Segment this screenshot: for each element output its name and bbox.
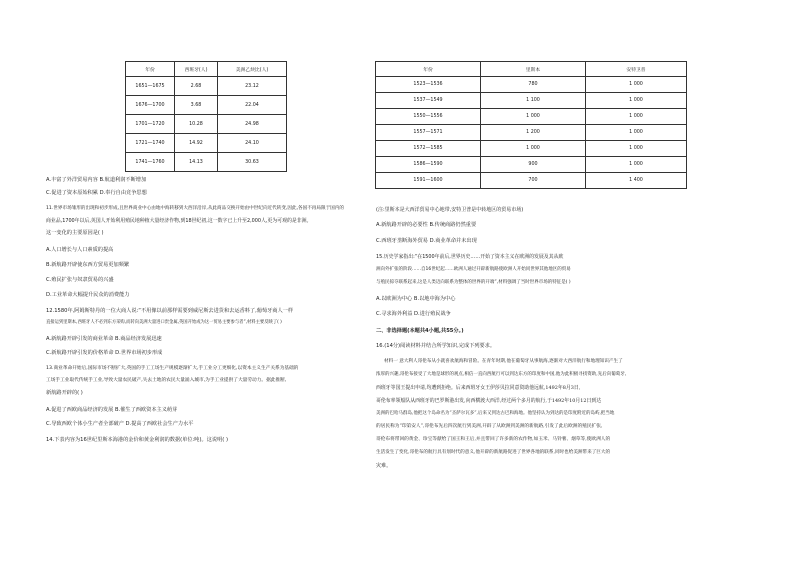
table-row <box>376 77 687 93</box>
header-cell: 西班牙(人) <box>175 62 218 77</box>
table-cell: 3.68 <box>175 96 218 115</box>
material-line: 浓厚的兴趣,哥伦布接受了大地是球形的观点,相信一直向西航行可以到达东方的印度和中国,他为此积极寻找资助,先后向葡萄牙、 <box>376 372 630 377</box>
material-line: 的居民称为“印第安人”,哥伦布先后四次航行到美洲,开辟了从欧洲到美洲的新航路,引发了此后欧洲的殖民扩张, <box>376 424 603 429</box>
table-cell: 1 400 <box>586 173 687 189</box>
header-cell: 年份 <box>376 62 481 77</box>
material-line: 美洲的巴哈马群岛,他把这个岛命名为“圣萨尔瓦多”,后来又到达古巴和海地。他坚持认为到达的是印度附近的岛屿,把当地 <box>376 411 615 416</box>
table-cell: 24.10 <box>218 134 287 153</box>
q15-line: 与殖民掠夺联系起来,这是人类迈向联系为整体的世界的开端”,材料强调了当时世界市场的特征是( ) <box>376 280 571 285</box>
q12-line: 直接运到里斯本,西班牙人不必到东方采购,而转向美洲大量进口贵金属,英国开始成为这一贸易主要参与者”,材料主要反映了( ) <box>46 320 282 325</box>
header-cell: 美洲乙炔比(人) <box>218 62 287 77</box>
table-cell: 1 200 <box>481 125 586 141</box>
q12-option: A.新航路开辟引发的商业革命 B.商品经济发展迅速 <box>46 336 162 342</box>
table-row <box>126 134 287 153</box>
q14-stem: 14.下表内容为16世纪里斯本海港的金价和黄金利润的数据(单位:吨)。这说明( ) <box>46 437 228 443</box>
table-row <box>376 109 687 125</box>
table-cell: 1557—1571 <box>376 125 481 141</box>
table-cell: 14.92 <box>175 134 218 153</box>
table-row <box>376 173 687 189</box>
table-row <box>376 93 687 109</box>
table-cell: 2.68 <box>175 77 218 96</box>
table-row <box>126 153 287 172</box>
table-cell: 700 <box>481 173 586 189</box>
table-cell: 10.28 <box>175 115 218 134</box>
q13-option: A.促进了西欧商品经济的发展 B.催生了西欧资本主义萌芽 <box>46 407 178 413</box>
table-2-header <box>376 62 687 77</box>
table-cell: 780 <box>481 77 586 93</box>
table-row <box>126 96 287 115</box>
material-line: 哥伦布将带回的黄金、珍宝等献给了国王和王后,并且带回了许多新的农作物,如玉米、马铃薯、烟草等,使欧洲人的 <box>376 437 611 442</box>
table-cell: 1 000 <box>586 93 687 109</box>
q11-line: 11.世界市场雏形的出现和初步形成,且世界商业中心由地中海转移到大西洋沿岸,从此商品交换开始由中世纪向近代转变,因此,各国不再局限于国内的 <box>46 206 344 211</box>
material-line: 西班牙等国王提出申请,均遭到拒绝。后来西班牙女王伊莎贝拉同意资助他远航,1492年8月3日, <box>376 385 581 391</box>
table-cell: 1721—1740 <box>126 134 175 153</box>
table-cell: 23.12 <box>218 77 287 96</box>
q11-line: 这一变化的主要原因是( ) <box>46 230 104 236</box>
table-1 <box>125 61 287 172</box>
table-cell: 1676—1700 <box>126 96 175 115</box>
q14-option-cd: C.西班牙垄断海外贸易 D.商业革命并未出现 <box>376 238 477 244</box>
table-cell: 30.63 <box>218 153 287 172</box>
section-heading: 二、非选择题(本题共4小题,共55分。) <box>376 328 464 334</box>
q14-option-ab: A.新航路开辟的必要性 B.传统商路仍然重要 <box>376 222 477 228</box>
table-cell: 14.13 <box>175 153 218 172</box>
q11-option: B.新航路开辟使东西方贸易更加频繁 <box>46 262 130 268</box>
table-cell: 1 000 <box>586 125 687 141</box>
q13-line: 新航路开辟的( ) <box>46 390 83 396</box>
table-cell: 1 000 <box>586 141 687 157</box>
table-row <box>126 77 287 96</box>
q12-option: C.新航路开辟引发的价格革命 D.世界市场初步形成 <box>46 350 163 356</box>
q10-option-ab: A.丰富了外洋贸易内容 B.航道利润不断增加 <box>46 177 147 183</box>
q15-option: C.寻求海外利益 D.进行殖民战争 <box>376 311 451 317</box>
material-line: 灾难。 <box>376 463 392 469</box>
table-row <box>126 115 287 134</box>
q11-option: A.人口增长与人口素质的提高 <box>46 247 114 253</box>
material-line: 哥伦布率领船队从西班牙的巴罗斯港出发,向西横渡大西洋,经过两个多月的航行,于1492年10月12日到达 <box>376 398 602 404</box>
q16-stem: 16.(14分)阅读材料并结合所学知识,完成下列要求。 <box>376 343 496 349</box>
table-cell: 1 000 <box>481 141 586 157</box>
q11-line: 商业品,1700年以后,英国人开始利用殖民地种植大量经济作物,到18世纪初,这一数字已上升至2,000人,更为可观的是非洲。 <box>46 218 312 224</box>
table-cell: 1 000 <box>481 109 586 125</box>
q15-line: 洲向外扩张的阶段……自16世纪起……欧洲人通过开辟新航路使欧洲人开始同世界其他地区的贸易 <box>376 267 571 272</box>
material-line: 材料一 意大利人哥伦布从小就喜欢航海和冒险。在青年时期,他在葡萄牙从事航海,逐渐对大西洋航行和地理知识产生了 <box>384 359 623 364</box>
table-cell: 1701—1720 <box>126 115 175 134</box>
table-cell: 24.98 <box>218 115 287 134</box>
table-cell: 1741—1760 <box>126 153 175 172</box>
header-cell: 里斯本 <box>481 62 586 77</box>
q15-line: 15.历史学家指出:“在1500年前后,世界历史……开始了资本主义在欧洲的发展及其从欧 <box>376 254 564 260</box>
q13-line: 工场手工业取代传统手工业,导致大量农民破产,失去土地的农民大量涌入城市,为手工业提供了大量劳动力。据此推断, <box>46 378 287 383</box>
q11-option: C.殖民扩张与奴隶贸易的兴盛 <box>46 277 114 283</box>
header-cell: 年份 <box>126 62 175 77</box>
table-cell: 900 <box>481 157 586 173</box>
table-cell: 1586—1590 <box>376 157 481 173</box>
q11-option: D.工业革命大幅提升民众的消费能力 <box>46 292 130 298</box>
q13-line: 13.商业革命开始后,国际市场不断扩大,英国的手工工场生产规模逐渐扩大,手工业分工更细化,以资本主义生产关系为基础的 <box>46 366 299 371</box>
table-row <box>376 125 687 141</box>
table-cell: 1 000 <box>586 77 687 93</box>
table-1-header <box>126 62 287 77</box>
q10-option-cd: C.促进了资本原始积累 D.奉行自由竞争思想 <box>46 190 147 196</box>
table-2 <box>375 61 687 189</box>
table-cell: 1 000 <box>586 109 687 125</box>
q13-option: C.导致西欧个体小生产者全部破产 D.提高了西欧社会生产力水平 <box>46 421 194 427</box>
table-cell: 1 100 <box>481 93 586 109</box>
header-cell: 安特卫普 <box>586 62 687 77</box>
table-cell: 22.04 <box>218 96 287 115</box>
q12-line: 12.1580年,阿姆斯特丹的一位大商人说:“不用像以前那样需要到威尼斯去进货和去运香料了,葡萄牙商人一样 <box>46 308 294 314</box>
q15-option: A.以欧洲为中心 B.以地中海为中心 <box>376 296 456 302</box>
table-cell: 1537—1549 <box>376 93 481 109</box>
table-row <box>376 157 687 173</box>
table-cell: 1 000 <box>586 157 687 173</box>
table-cell: 1572—1585 <box>376 141 481 157</box>
material-line: 生活发生了变化,哥伦布的航行具有划时代的意义,他开辟的新航路促进了世界各地的联系,同时也给美洲带来了巨大的 <box>376 450 611 455</box>
table-row <box>376 141 687 157</box>
table-cell: 1591—1600 <box>376 173 481 189</box>
table-cell: 1651—1675 <box>126 77 175 96</box>
table-cell: 1523—1536 <box>376 77 481 93</box>
table-note: (注:里斯本是大西洋贸易中心地带,安特卫普是中转地区的贸易市场) <box>376 207 524 213</box>
table-cell: 1550—1556 <box>376 109 481 125</box>
